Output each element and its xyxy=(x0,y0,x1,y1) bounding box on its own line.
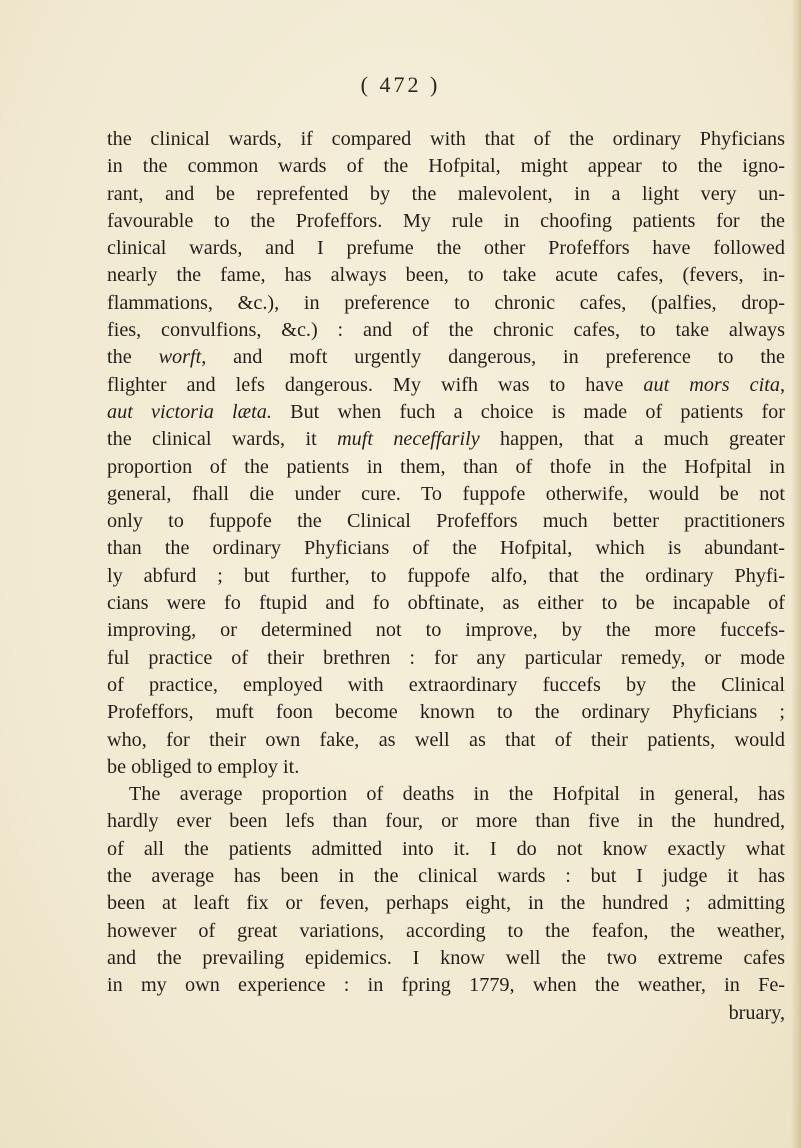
italic-text: muft neceffarily xyxy=(337,428,480,451)
text-segment: been at leaft fix or feven, perhaps eight, in the hundred ; admitting xyxy=(107,892,785,915)
text-segment: The average proportion of deaths in the Hofpital in general, has xyxy=(129,783,785,806)
text-line xyxy=(107,372,785,399)
text-segment: cians were fo ftupid and fo obftinate, as either to be incapable of xyxy=(107,592,785,615)
text-line xyxy=(107,535,785,562)
text-segment: be obliged to employ it. xyxy=(107,755,300,778)
text-line xyxy=(107,563,785,590)
text-line xyxy=(107,426,785,453)
text-line xyxy=(107,290,785,317)
text-line xyxy=(107,918,785,945)
text-segment: than the ordinary Phyficians of the Hofpital, which is abundant- xyxy=(107,537,785,560)
text-line xyxy=(107,890,785,917)
text-segment: in my own experience : in fpring 1779, when the weather, in Fe- xyxy=(107,974,785,997)
text-segment: general, fhall die under cure. To fuppofe otherwife, would be not xyxy=(107,482,785,505)
text-line xyxy=(107,590,785,617)
text-line xyxy=(107,126,785,153)
text-line xyxy=(107,481,785,508)
text-segment: , xyxy=(779,373,785,396)
text-segment: favourable to the Profeffors. My rule in choofing patients for the xyxy=(107,209,785,232)
text-segment: the clinical wards, it xyxy=(107,428,338,451)
text-segment: bruary, xyxy=(728,1001,785,1024)
text-line xyxy=(107,781,785,808)
text-segment: only to fuppofe the Clinical Profeffors much better practitioners xyxy=(107,510,785,533)
body-text xyxy=(107,126,785,1027)
text-line xyxy=(107,672,785,699)
text-line xyxy=(107,399,785,426)
text-segment: in the common wards of the Hofpital, might appear to the igno- xyxy=(107,155,785,178)
text-line xyxy=(107,344,785,371)
text-line xyxy=(107,945,785,972)
text-segment: nearly the fame, has always been, to take acute cafes, (fevers, in- xyxy=(107,264,785,287)
text-line xyxy=(107,645,785,672)
text-segment: improving, or determined not to improve, by the more fuccefs- xyxy=(107,619,785,642)
text-segment: ful practice of their brethren : for any particular remedy, or mode xyxy=(107,646,785,669)
italic-text: worft xyxy=(158,346,202,369)
text-segment: rant, and be reprefented by the malevolent, in a light very un- xyxy=(107,182,785,205)
text-line xyxy=(107,235,785,262)
text-line xyxy=(107,262,785,289)
text-segment: flammations, &c.), in preference to chronic cafes, (palfies, drop- xyxy=(107,291,785,314)
text-line xyxy=(107,181,785,208)
text-segment: of all the patients admitted into it. I do not know exactly what xyxy=(107,837,785,860)
text-segment: of practice, employed with extraordinary fuccefs by the Clinical xyxy=(107,673,785,696)
text-segment: and the prevailing epidemics. I know well the two extreme cafes xyxy=(107,946,785,969)
text-segment: the xyxy=(107,346,159,369)
text-line xyxy=(107,508,785,535)
text-segment: who, for their own fake, as well as that of their patients, would xyxy=(107,728,785,751)
text-segment: fies, convulfions, &c.) : and of the chronic cafes, to take always xyxy=(107,319,785,342)
text-segment: flighter and lefs dangerous. My wifh was to have xyxy=(107,373,644,396)
text-segment: ly abfurd ; but further, to fuppofe alfo, that the ordinary Phyfi- xyxy=(107,564,785,587)
text-segment: happen, that a much greater xyxy=(479,428,785,451)
page-number: ( 472 ) xyxy=(360,72,441,97)
text-segment: But when fuch a choice is made of patients for xyxy=(271,400,785,423)
text-line xyxy=(107,863,785,890)
italic-text: aut mors cita xyxy=(643,373,780,396)
text-line xyxy=(107,153,785,180)
text-segment: proportion of the patients in them, than of thofe in the Hofpital in xyxy=(107,455,785,478)
text-line xyxy=(107,317,785,344)
italic-text: aut victoria læta. xyxy=(107,400,272,423)
text-line xyxy=(107,808,785,835)
text-line xyxy=(107,699,785,726)
text-line xyxy=(107,1000,785,1027)
text-segment: hardly ever been lefs than four, or more than five in the hundred, xyxy=(107,810,785,833)
text-segment: clinical wards, and I prefume the other Profeffors have followed xyxy=(107,237,785,260)
text-line xyxy=(107,972,785,999)
text-segment: however of great variations, according to the feafon, the weather, xyxy=(107,919,785,942)
page-edge-shadow xyxy=(791,0,801,1148)
text-segment: the average has been in the clinical wards : but I judge it has xyxy=(107,865,785,888)
text-segment: , and moft urgently dangerous, in preference to the xyxy=(201,346,785,369)
text-line xyxy=(107,454,785,481)
text-line xyxy=(107,727,785,754)
text-line xyxy=(107,208,785,235)
text-segment: the clinical wards, if compared with that of the ordinary Phyficians xyxy=(107,128,785,150)
text-segment: Profeffors, muft foon become known to the ordinary Phyficians ; xyxy=(107,701,785,724)
text-line xyxy=(107,617,785,644)
text-line xyxy=(107,754,785,781)
text-line xyxy=(107,836,785,863)
